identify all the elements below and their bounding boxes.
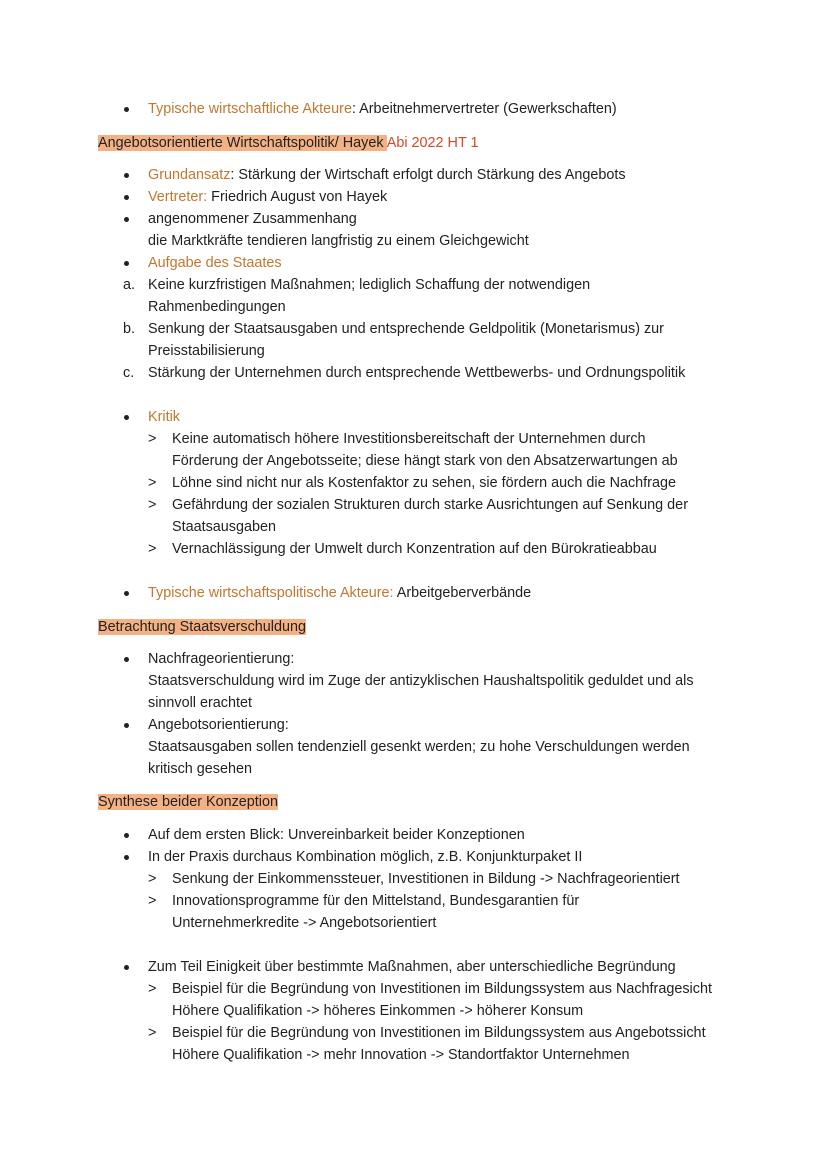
section-heading-angebot (98, 133, 478, 153)
section-heading-synthese-title: Synthese beider Konzeption (98, 794, 279, 810)
section-heading-angebot-title: Angebotsorientierte Wirtschaftspolitik/ Hayek (98, 135, 387, 151)
synthese-sub3-line1: Beispiel für die Begründung von Investitionen im Bildungssystem aus Nachfragesicht (172, 981, 712, 997)
synthese-sub2-line2: Unternehmerkredite -> Angebotsorientiert (172, 915, 437, 931)
kritik-label: Kritik (148, 409, 180, 425)
aufgabe-marker-a: a. (123, 277, 136, 293)
bullet-akteure-angebot (148, 583, 531, 603)
zusammenhang-line2: die Marktkräfte tendieren langfristig zu einem Gleichgewicht (148, 233, 529, 249)
kritik-1-line1: Keine automatisch höhere Investitionsbereitschaft der Unternehmen durch (172, 431, 646, 447)
bullet-aufgabe (148, 253, 282, 273)
synthese-marker-4: > (148, 1025, 157, 1041)
kritik-4-line1: Vernachlässigung der Umwelt durch Konzentration auf den Bürokratieabbau (172, 541, 657, 557)
section-heading-staatsverschuldung (98, 617, 306, 637)
aufgabe-b-line1: Senkung der Staatsausgaben und entsprechende Geldpolitik (Monetarismus) zur (148, 321, 664, 337)
schulden-1-line1: Nachfrageorientierung: (148, 651, 295, 667)
aufgabe-b-line2: Preisstabilisierung (148, 343, 265, 359)
aufgabe-marker-b: b. (123, 321, 136, 337)
vertreter-label: Vertreter: (148, 189, 208, 205)
aufgabe-label: Aufgabe des Staates (148, 255, 282, 271)
bullet-vertreter (148, 187, 387, 207)
bullet-synthese-2 (148, 847, 582, 867)
akteure-angebot-label: Typische wirtschaftspolitische Akteure: (148, 585, 394, 601)
aufgabe-marker-c: c. (123, 365, 135, 381)
synthese-b2: In der Praxis durchaus Kombination möglich, z.B. Konjunkturpaket II (148, 849, 583, 865)
bullet-synthese-1 (148, 825, 525, 845)
bullet-akteure-nachfrage (148, 99, 617, 119)
akteure-nachfrage-text: : Arbeitnehmervertreter (Gewerkschaften) (351, 101, 617, 117)
schulden-1-line3: sinnvoll erachtet (148, 695, 252, 711)
kritik-marker-1: > (148, 431, 157, 447)
grundansatz-label: Grundansatz (148, 167, 231, 183)
kritik-3-line2: Staatsausgaben (172, 519, 277, 535)
akteure-nachfrage-label: Typische wirtschaftliche Akteure (148, 101, 352, 117)
section-heading-synthese (98, 792, 278, 812)
synthese-marker-1: > (148, 871, 157, 887)
schulden-1-line2: Staatsverschuldung wird im Zuge der antizyklischen Haushaltspolitik geduldet und als (148, 673, 694, 689)
kritik-marker-4: > (148, 541, 157, 557)
grundansatz-text: : Stärkung der Wirtschaft erfolgt durch Stärkung des Angebots (230, 167, 626, 183)
schulden-2-line3: kritisch gesehen (148, 761, 252, 777)
bullet-nachfrageorientierung (148, 649, 294, 669)
bullet-synthese-3 (148, 957, 676, 977)
vertreter-text: Friedrich August von Hayek (207, 189, 388, 205)
aufgabe-a-line2: Rahmenbedingungen (148, 299, 286, 315)
bullet-zusammenhang (148, 209, 357, 229)
kritik-marker-3: > (148, 497, 157, 513)
synthese-sub1: Senkung der Einkommenssteuer, Investitionen in Bildung -> Nachfrageorientiert (172, 871, 680, 887)
synthese-marker-3: > (148, 981, 157, 997)
synthese-marker-2: > (148, 893, 157, 909)
bullet-kritik (148, 407, 180, 427)
zusammenhang-line1: angenommener Zusammenhang (148, 211, 357, 227)
schulden-2-line2: Staatsausgaben sollen tendenziell gesenkt werden; zu hohe Verschuldungen werden (148, 739, 690, 755)
kritik-2-line1: Löhne sind nicht nur als Kostenfaktor zu sehen, sie fördern auch die Nachfrage (172, 475, 676, 491)
kritik-1-line2: Förderung der Angebotsseite; diese hängt stark von den Absatzerwartungen ab (172, 453, 678, 469)
aufgabe-a-line1: Keine kurzfristigen Maßnahmen; lediglich Schaffung der notwendigen (148, 277, 591, 293)
synthese-b3: Zum Teil Einigkeit über bestimmte Maßnahmen, aber unterschiedliche Begründung (148, 959, 676, 975)
kritik-3-line1: Gefährdung der sozialen Strukturen durch starke Ausrichtungen auf Senkung der (172, 497, 688, 513)
section-heading-angebot-ref: Abi 2022 HT 1 (386, 135, 479, 151)
section-heading-staatsverschuldung-title: Betrachtung Staatsverschuldung (98, 619, 306, 635)
synthese-sub4-line2: Höhere Qualifikation -> mehr Innovation -> Standortfaktor Unternehmen (172, 1047, 630, 1063)
synthese-sub4-line1: Beispiel für die Begründung von Investitionen im Bildungssystem aus Angebotssicht (172, 1025, 706, 1041)
akteure-angebot-text: Arbeitgeberverbände (393, 585, 532, 601)
aufgabe-c-line1: Stärkung der Unternehmen durch entsprechende Wettbewerbs- und Ordnungspolitik (148, 365, 686, 381)
bullet-grundansatz (148, 165, 626, 185)
bullet-angebotsorientierung (148, 715, 289, 735)
synthese-b1: Auf dem ersten Blick: Unvereinbarkeit beider Konzeptionen (148, 827, 525, 843)
schulden-2-line1: Angebotsorientierung: (148, 717, 289, 733)
synthese-sub2-line1: Innovationsprogramme für den Mittelstand, Bundesgarantien für (172, 893, 580, 909)
kritik-marker-2: > (148, 475, 157, 491)
synthese-sub3-line2: Höhere Qualifikation -> höheres Einkommen -> höherer Konsum (172, 1003, 584, 1019)
